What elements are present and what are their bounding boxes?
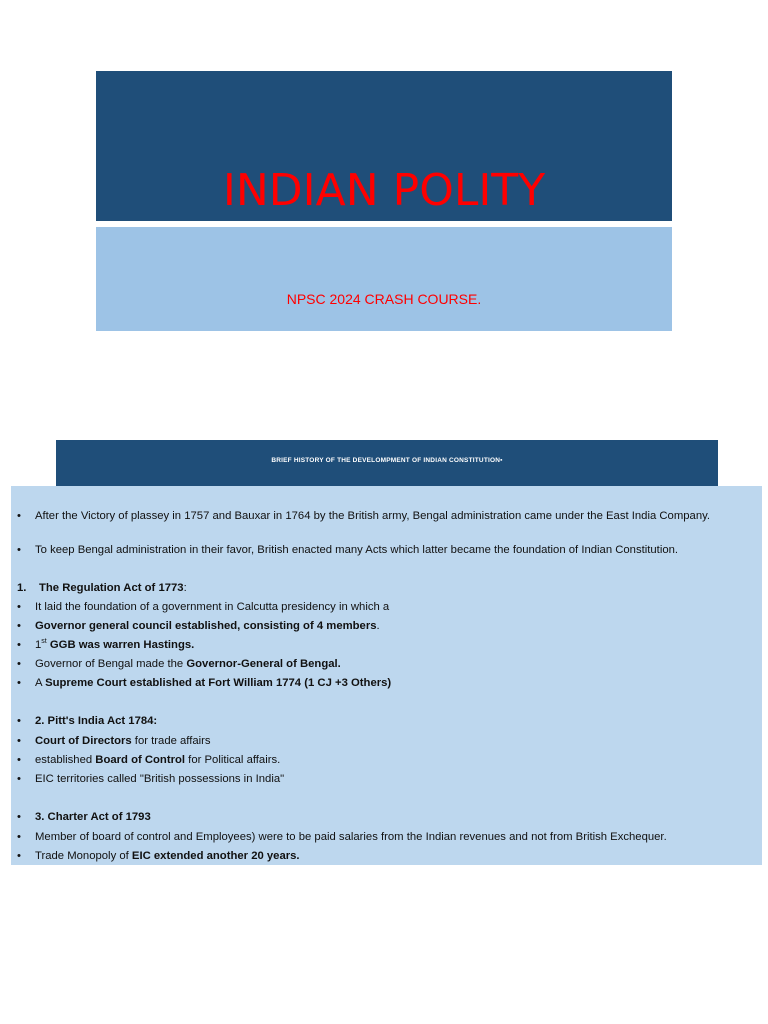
- section-header-title: BRIEF HISTORY OF THE DEVELOMPMENT OF INDIAN CONSTITUTION▪: [271, 457, 503, 464]
- bullet-icon: •: [17, 639, 21, 651]
- bullet-icon: •: [17, 773, 21, 785]
- bullet-icon: •: [17, 677, 21, 689]
- bullet-icon: •: [17, 735, 21, 747]
- bullet-icon: •: [17, 850, 21, 862]
- bullet-icon: •: [17, 544, 21, 556]
- bullet-icon: •: [17, 831, 21, 843]
- section-header-bar: [56, 440, 718, 486]
- header-dot-icon: ▪: [500, 457, 503, 464]
- bullet-icon: •: [17, 658, 21, 670]
- document-subtitle: NPSC 2024 CRASH COURSE.: [286, 291, 482, 307]
- bullet-icon: •: [17, 754, 21, 766]
- content-panel: • After the Victory of plassey in 1757 and Bauxar in 1764 by the British army, Bengal administration came under the East India Company. • To keep Bengal administration in their favor, British enacted many Acts which latter became the foundation of Indian Constitution. 1. The Regulation Act of 1773: • It laid the foundation of a government in Calcutta presidency in which a • Governor general council established, consisting of 4 members. • 1st GGB was warren Hastings. • Governor of Bengal made the Governor-General of Bengal. • A Supreme Court established at Fort William 1774 (1 CJ +3 Others) • 2. Pitt's India Act 1784: • Court of Directors for trade affairs • established Board of Control for Political affairs. • EIC territories called "British possessions in India" • 3. Charter Act of 1793 • Member of board of control and Employees) were to be paid salaries from the Indian revenues and not from British Exchequer. • Trade Monopoly of EIC extended another 20 years.: [11, 486, 762, 865]
- bullet-icon: •: [17, 510, 21, 522]
- document-title: INDIAN POLITY: [222, 165, 546, 216]
- bullet-icon: •: [17, 620, 21, 632]
- subtitle-banner: [96, 227, 672, 331]
- bullet-icon: •: [17, 601, 21, 613]
- bullet-icon: •: [17, 715, 21, 727]
- title-banner: [96, 71, 672, 221]
- bullet-icon: •: [17, 811, 21, 823]
